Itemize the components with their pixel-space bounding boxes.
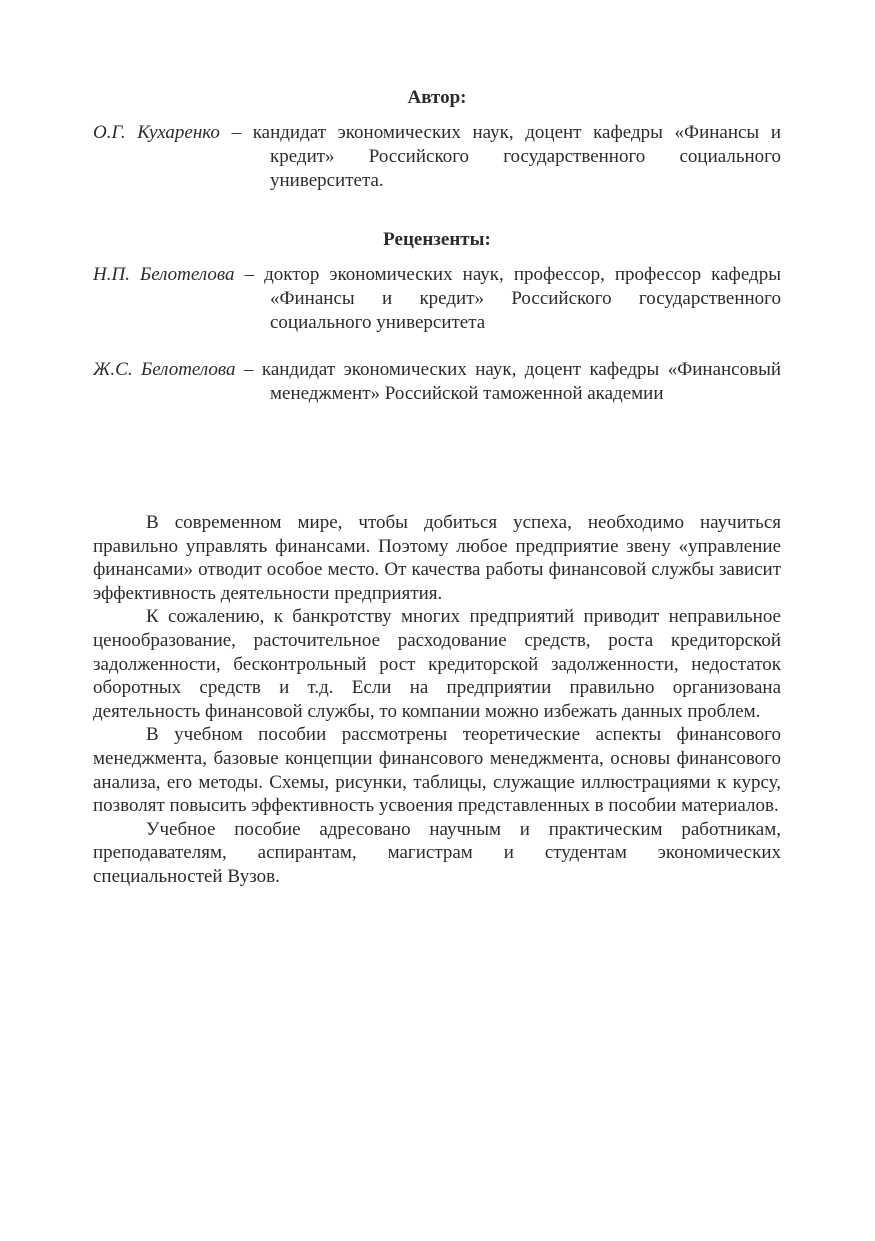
author-heading: Автор:: [407, 87, 467, 108]
body-paragraph: В современном мире, чтобы добиться успеха, необходимо научиться правильно управлять финансами. Поэтому любое предприятие звену «управление финансами» отводит особое место. От качества работы финансовой службы зависит эффективность деятельности предприятия.: [93, 512, 781, 604]
author-description: – кандидат экономических наук, доцент кафедры «Финансы и кредит» Российского государственного социального университета.: [231, 122, 782, 191]
body-paragraph: Учебное пособие адресовано научным и практическим работникам, преподавателям, аспирантам, магистрам и студентам экономических специальностей Вузов.: [93, 818, 781, 887]
reviewer-description: – доктор экономических наук, профессор, профессор кафедры «Финансы и кредит» Российского государственного социального университета: [244, 264, 781, 333]
reviewer-name: Н.П. Белотелова: [93, 264, 235, 285]
reviewer-entry: [93, 358, 781, 406]
reviewers-heading: Рецензенты:: [383, 229, 491, 250]
body-paragraph: К сожалению, к банкротству многих предприятий приводит неправильное ценообразование, расточительное расходование средств, роста кредиторской задолженности, бесконтрольный рост кредиторской задолженности, недостаток оборотных средств и т.д. Если на предприятии правильно организована деятельность финансовой службы, то компании можно избежать данных проблем.: [93, 606, 781, 722]
reviewer-description: – кандидат экономических наук, доцент кафедры «Финансовый менеджмент» Российской таможенной академии: [243, 359, 782, 404]
body-paragraph: В учебном пособии рассмотрены теоретические аспекты финансового менеджмента, базовые концепции финансового менеджмента, основы финансового анализа, его методы. Схемы, рисунки, таблицы, служащие иллюстрациями к курсу, позволят повысить эффективность усвоения представленных в пособии материалов.: [93, 724, 781, 817]
body-text: [93, 511, 781, 889]
reviewer-name: Ж.С. Белотелова: [93, 359, 236, 380]
reviewer-entry: [93, 263, 781, 335]
author-name: О.Г. Кухаренко: [93, 122, 220, 143]
author-entry: [93, 121, 781, 193]
